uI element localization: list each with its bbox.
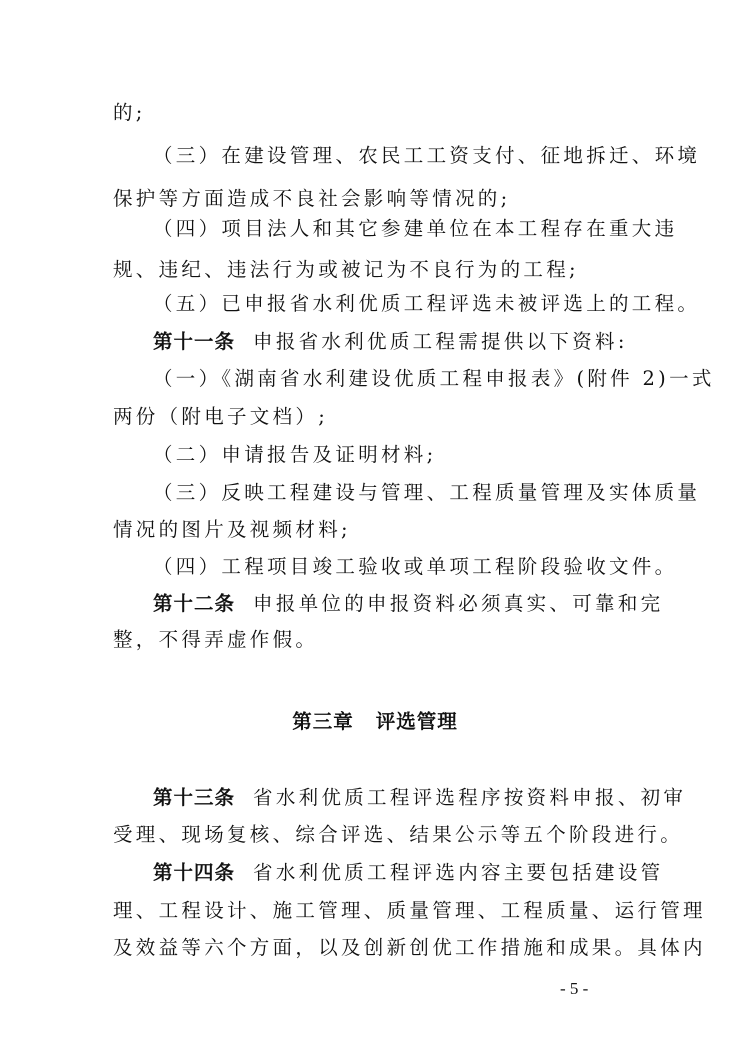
paragraph-line: 理、工程设计、施工管理、质量管理、工程质量、运行管理 [113,899,706,922]
article-title: 第十三条 [153,786,236,809]
paragraph-line: 保护等方面造成不良社会影响等情况的; [113,187,511,210]
article-12 [153,592,663,616]
article-11 [153,330,628,354]
page-number: - 5 - [560,979,589,998]
chapter-heading [0,710,750,734]
article-text: 申报省水利优质工程需提供以下资料: [253,330,628,353]
paragraph-line: （二）申请报告及证明材料; [153,443,437,466]
paragraph-line: 情况的图片及视频材料; [113,518,351,541]
chapter-title: 评选管理 [375,710,458,733]
paragraph-line: 及效益等六个方面，以及创新创优工作措施和成果。具体内 [113,936,706,959]
paragraph-line: 整，不得弄虚作假。 [113,628,319,651]
article-text: 省水利优质工程评选内容主要包括建设管 [253,861,664,884]
article-text: 省水利优质工程评选程序按资料申报、初审 [253,786,687,809]
paragraph-line: （五）已申报省水利优质工程评选未被评选上的工程。 [153,292,701,315]
paragraph-line: （四）工程项目竣工验收或单项工程阶段验收文件。 [153,555,678,578]
paragraph-line: （三）反映工程建设与管理、工程质量管理及实体质量 [153,481,701,504]
article-title: 第十一条 [153,330,236,353]
article-title: 第十二条 [153,592,236,615]
paragraph-line: 的; [113,101,146,124]
article-text: 申报单位的申报资料必须真实、可靠和完 [253,592,664,615]
paragraph-line: （一）《湖南省水利建设优质工程申报表》(附件 2)一式 [153,367,715,390]
chapter-number: 第三章 [292,710,354,733]
article-title: 第十四条 [153,861,236,884]
paragraph-line: （四）项目法人和其它参建单位在本工程存在重大违 [153,217,678,240]
paragraph-line: （三）在建设管理、农民工工资支付、征地拆迁、环境 [153,144,701,167]
paragraph-line: 两份（附电子文档）; [113,405,329,428]
paragraph-line: 规、违纪、违法行为或被记为不良行为的工程; [113,258,579,281]
paragraph-line: 受理、现场复核、综合评选、结果公示等五个阶段进行。 [113,823,684,846]
article-14 [153,861,663,885]
article-13 [153,786,686,810]
